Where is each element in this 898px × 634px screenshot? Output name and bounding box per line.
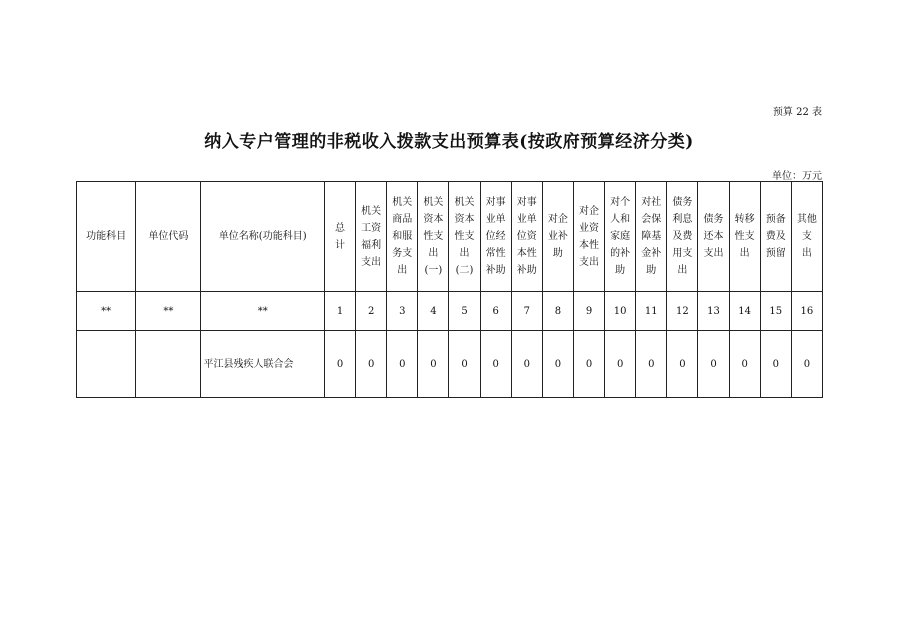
- column-header-line: 对企: [547, 214, 568, 225]
- column-header: [698, 182, 729, 292]
- index-cell: 8: [542, 292, 573, 331]
- column-header-line: 机关: [361, 205, 382, 217]
- unit-code-cell: [136, 331, 201, 398]
- column-header-line: 出: [459, 248, 470, 259]
- column-header-line: 预备: [765, 214, 786, 225]
- index-cell: 4: [418, 292, 449, 331]
- column-header-line: 家庭: [610, 231, 631, 242]
- value-cell: 0: [698, 331, 729, 398]
- value-cell: 0: [511, 331, 542, 398]
- column-header-line: 性支: [454, 231, 475, 242]
- column-header: [387, 182, 418, 292]
- column-header: [201, 182, 324, 292]
- column-header-line: 还本: [703, 231, 724, 242]
- column-header-line: 业单: [516, 214, 537, 225]
- column-header-line: 资本: [454, 214, 475, 225]
- value-cell: 0: [605, 331, 636, 398]
- column-header: [356, 182, 387, 292]
- index-cell: 13: [698, 292, 729, 331]
- column-header-line: 出: [397, 265, 408, 276]
- column-header: [77, 182, 136, 292]
- column-header-line: 常性: [485, 248, 506, 259]
- index-row: [77, 292, 823, 331]
- index-cell: 2: [356, 292, 387, 331]
- column-header-line: 会保: [641, 214, 662, 225]
- column-header-line: 机关: [423, 197, 444, 208]
- column-header-line: 资本: [423, 214, 444, 225]
- value-cell: 0: [449, 331, 480, 398]
- column-header: [573, 182, 604, 292]
- column-header-line: 支出: [703, 248, 724, 259]
- column-header: [542, 182, 573, 292]
- column-header-line: 性支: [734, 231, 755, 242]
- column-header-line: 的补: [610, 248, 631, 259]
- column-header-line: 业资: [579, 222, 600, 234]
- column-header-line: 单位名称(功能科目): [218, 231, 307, 242]
- column-header: [418, 182, 449, 292]
- index-cell: 12: [667, 292, 698, 331]
- column-header-line: 商品: [392, 214, 413, 225]
- column-header-line: 工资: [361, 222, 382, 234]
- column-header-line: 性支: [423, 231, 444, 242]
- column-header-line: 单位代码: [148, 231, 189, 242]
- index-cell: 16: [791, 292, 822, 331]
- column-header-line: (二): [455, 265, 474, 276]
- value-cell: 0: [356, 331, 387, 398]
- index-cell: 3: [387, 292, 418, 331]
- column-header-line: 福利: [361, 239, 382, 251]
- table-number: 预算 22 表: [772, 107, 822, 118]
- index-cell: 7: [511, 292, 542, 331]
- index-cell: 5: [449, 292, 480, 331]
- column-header-line: 债务: [672, 197, 693, 208]
- column-header-line: 补助: [485, 265, 506, 276]
- value-cell: 0: [573, 331, 604, 398]
- column-header: [136, 182, 201, 292]
- column-header-line: 机关: [454, 197, 475, 208]
- column-header: [480, 182, 511, 292]
- index-cell: 6: [480, 292, 511, 331]
- index-cell: 15: [760, 292, 791, 331]
- column-header-line: 总: [335, 222, 346, 234]
- column-header-line: 助: [552, 248, 563, 259]
- index-cell: **: [201, 292, 324, 331]
- column-header-line: 预留: [765, 248, 786, 259]
- value-cell: 0: [791, 331, 822, 398]
- unit-label: 单位：万元: [772, 171, 822, 182]
- column-header: [511, 182, 542, 292]
- table-row: [77, 331, 823, 398]
- value-cell: 0: [636, 331, 667, 398]
- column-header-line: 债务: [703, 214, 724, 225]
- func-code-cell: [77, 331, 136, 398]
- column-header-line: 机关: [392, 197, 413, 208]
- column-header-line: 支出: [579, 256, 600, 268]
- column-header-line: 出: [801, 248, 812, 259]
- column-header-line: 出: [428, 248, 439, 259]
- column-header: [667, 182, 698, 292]
- column-header: [760, 182, 791, 292]
- column-header-line: 位经: [485, 231, 506, 242]
- column-header-line: 出: [739, 248, 750, 259]
- column-header: [605, 182, 636, 292]
- index-cell: 14: [729, 292, 760, 331]
- column-header-line: 对社: [641, 197, 662, 208]
- index-cell: 9: [573, 292, 604, 331]
- value-cell: 0: [324, 331, 355, 398]
- column-header-line: 功能科目: [86, 231, 127, 242]
- column-header-line: 支出: [361, 256, 382, 268]
- column-header-line: 计: [335, 239, 346, 251]
- header-row: [77, 182, 823, 292]
- index-cell: 11: [636, 292, 667, 331]
- column-header-line: 利息: [672, 214, 693, 225]
- column-header-line: 及费: [672, 231, 693, 242]
- column-header-line: 和服: [392, 231, 413, 242]
- value-cell: 0: [760, 331, 791, 398]
- value-cell: 0: [729, 331, 760, 398]
- column-header-line: 业单: [485, 214, 506, 225]
- value-cell: 0: [542, 331, 573, 398]
- column-header: [791, 182, 822, 292]
- column-header-line: 务支: [392, 248, 413, 259]
- column-header-line: 障基: [641, 231, 662, 242]
- value-cell: 0: [418, 331, 449, 398]
- column-header-line: 对事: [485, 197, 506, 208]
- column-header-line: 金补: [641, 248, 662, 259]
- index-cell: 10: [605, 292, 636, 331]
- value-cell: 0: [667, 331, 698, 398]
- unit-name-cell: 平江县残疾人联合会: [201, 331, 324, 398]
- index-cell: **: [77, 292, 136, 331]
- column-header-line: 业补: [547, 231, 568, 242]
- column-header-line: (一): [424, 265, 443, 276]
- column-header: [636, 182, 667, 292]
- column-header-line: 用支: [672, 248, 693, 259]
- column-header-line: 费及: [765, 231, 786, 242]
- column-header: [324, 182, 355, 292]
- page-title: 纳入专户管理的非税收入拨款支出预算表(按政府预算经济分类): [204, 132, 694, 152]
- column-header: [729, 182, 760, 292]
- column-header-line: 助: [646, 265, 657, 276]
- column-header-line: 出: [677, 265, 688, 276]
- column-header-line: 补助: [516, 265, 537, 276]
- index-cell: 1: [324, 292, 355, 331]
- column-header-line: 对企: [579, 205, 600, 217]
- column-header-line: 人和: [610, 214, 631, 225]
- column-header-line: 对事: [516, 197, 537, 208]
- column-header-line: 本性: [579, 239, 600, 251]
- column-header-line: 位资: [516, 231, 537, 242]
- column-header: [449, 182, 480, 292]
- column-header-line: 本性: [516, 248, 537, 259]
- column-header-line: 助: [615, 265, 626, 276]
- value-cell: 0: [387, 331, 418, 398]
- column-header-line: 转移: [734, 214, 755, 225]
- column-header-line: 对个: [610, 197, 631, 208]
- index-cell: **: [136, 292, 201, 331]
- column-header-line: 其他支: [796, 214, 817, 242]
- value-cell: 0: [480, 331, 511, 398]
- budget-table: [76, 181, 823, 398]
